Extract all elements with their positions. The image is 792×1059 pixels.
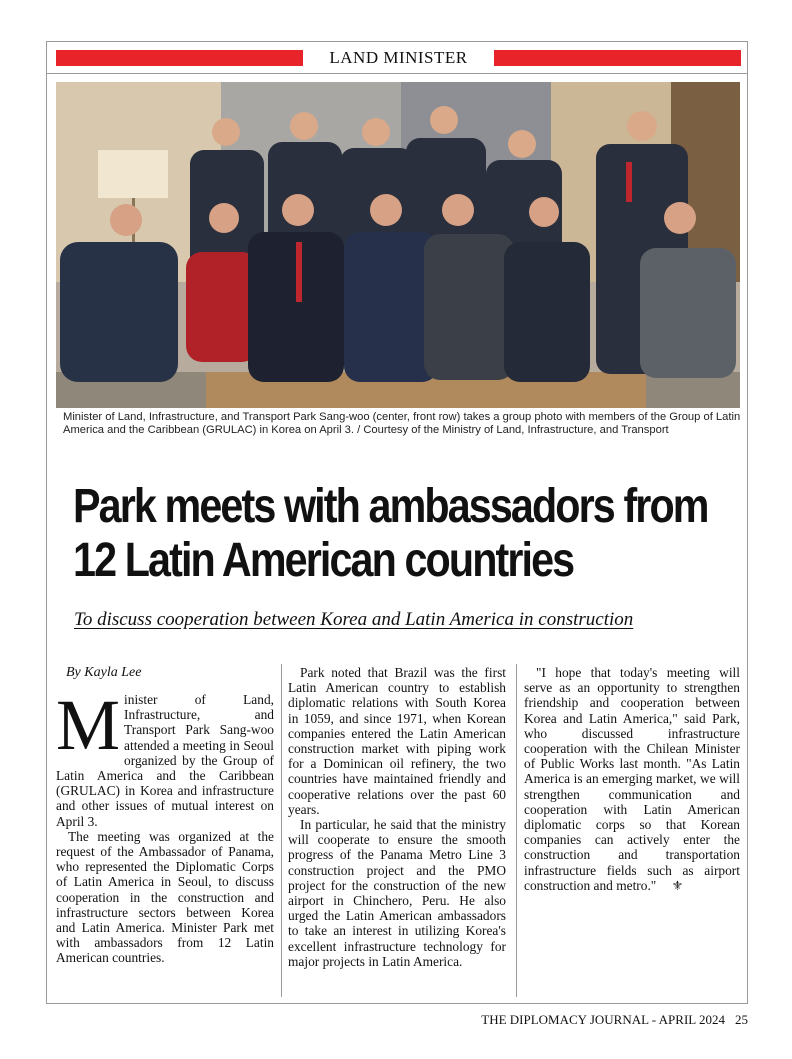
headline (73, 480, 708, 588)
column-divider-2 (516, 664, 517, 997)
headline-line-2: 12 Latin American countries (73, 534, 574, 587)
section-header (56, 47, 741, 69)
photo-caption: Minister of Land, Infrastructure, and Transport Park Sang-woo (center, front row) takes a group photo with members of the Group of Latin America and the Caribbean (GRULAC) in Korea on April 3. / Courtesy of the Ministry of Land, Infrastructure, and Transport (63, 411, 741, 436)
group-photo (56, 82, 740, 408)
article-paragraph-4: In particular, he said that the ministry will cooperate to ensure the smooth progress of the Panama Metro Line 3 construction project and the PMO project for the construction of the new airport in Chinchero, Peru. He also urged the Latin American ambassadors to take an interest in utilizing Korea's excellent infrastructure technology for major projects in Latin America. (288, 817, 506, 969)
page-number: 25 (735, 1012, 748, 1027)
article-paragraph-3: Park noted that Brazil was the first Latin American country to establish diplomatic relations with South Korea in 1059, and since 1971, when Korean companies entered the Latin American construction market with piping work for a Dominican oil refinery, the two countries have maintained friendly and cooperative relations over the past 60 years. (288, 665, 506, 817)
article-paragraph-1 (56, 685, 274, 829)
article-column-1 (56, 665, 274, 966)
byline: By Kayla Lee (66, 665, 142, 680)
article-paragraph-5-text: "I hope that today's meeting will serve as an opportunity to strengthen friendship and cooperation between Korea and Latin America," said Park, who discussed infrastructure cooperation with the Chilean Minister of Public Works last month. "As Latin America is an emerging market, we will strengthen communication and cooperation with Latin American diplomatic corps so that Korean companies can actively enter the construction and transportation infrastructure fields such as airport construction and metro." (524, 665, 740, 893)
page-footer (471, 1012, 748, 1028)
drop-cap: M (56, 685, 121, 765)
group-photo-illustration (56, 82, 740, 408)
section-label: LAND MINISTER (329, 48, 468, 67)
section-divider (47, 73, 747, 74)
publication-name: THE DIPLOMACY JOURNAL - APRIL 2024 (481, 1012, 725, 1027)
end-mark-icon: ⚜ (671, 877, 684, 893)
article-paragraph-5 (524, 665, 740, 893)
column-divider-1 (281, 664, 282, 997)
article-column-2 (288, 665, 506, 969)
article-column-3 (524, 665, 740, 893)
article-paragraph-2: The meeting was organized at the request of the Ambassador of Panama, who represented the Diplomatic Corps of Latin America in Seoul, to discuss cooperation in the construction and infrastructure sectors between Korea and Latin America. Minister Park met with ambassadors from 12 Latin American countries. (56, 828, 274, 966)
article-paragraph-1-text: inister of Land, Infrastructure, and Transport Park Sang-woo attended a meeting in Seoul organized by the Group of Latin America and the Caribbean (GRULAC) in Korea and infrastructure and other issues of mutual interest on April 3. (56, 692, 274, 829)
subheadline: To discuss cooperation between Korea and Latin America in construction (74, 609, 634, 630)
headline-line-1: Park meets with ambassadors from (73, 480, 708, 533)
